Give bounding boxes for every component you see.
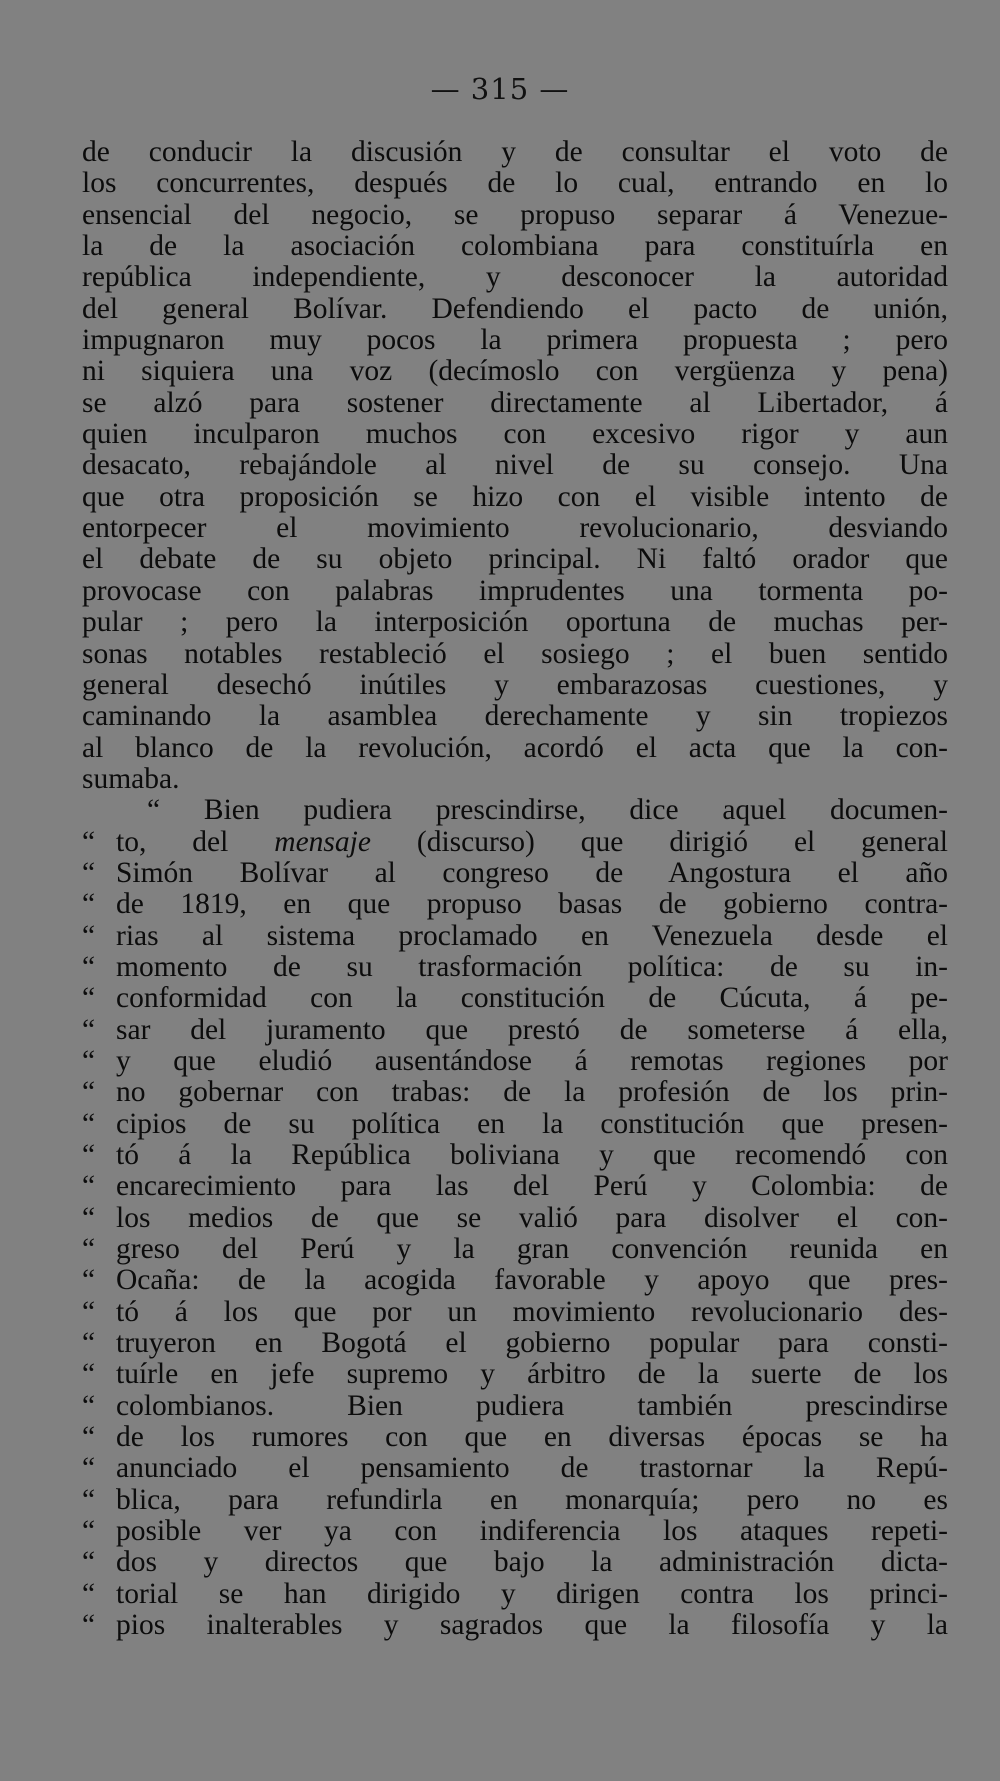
quote-mark: “ [82, 1201, 96, 1234]
quote-mark: “ [82, 1233, 96, 1266]
quote-line-text: encarecimiento para las del Perú y Colombia: de [116, 1170, 948, 1203]
quote-line-text: Ocaña: de la acogida favorable y apoyo que pres- [116, 1264, 948, 1297]
quote-line-text: rias al sistema proclamado en Venezuela desde el [116, 919, 948, 952]
text-line: los concurrentes, después de lo cual, entrando en lo [82, 167, 948, 200]
text-line: sonas notables restableció el sosiego ; el buen sentido [82, 637, 948, 670]
quote-mark: “ [82, 1107, 96, 1140]
quote-line-text: Simón Bolívar al congreso de Angostura el año [116, 856, 948, 889]
text-line: ensencial del negocio, se propuso separar á Venezue- [82, 198, 948, 231]
quote-line [82, 1547, 948, 1578]
quote-line-text: pios inalterables y sagrados que la filosofía y la [116, 1609, 948, 1642]
quote-mark: “ [82, 1577, 96, 1610]
quote-line-text: dos y directos que bajo la administración dicta- [116, 1546, 948, 1579]
quote-line-text: colombianos. Bien pudiera también prescindirse [116, 1389, 948, 1422]
quote-line [82, 1234, 948, 1265]
quote-line [82, 1171, 948, 1202]
quote-lines [82, 827, 948, 1642]
quote-line-text: sar del juramento que prestó de someterse á ella, [116, 1013, 948, 1046]
quote-line-text: momento de su trasformación política: de su in- [116, 950, 948, 983]
quote-line [82, 1297, 948, 1328]
quote-mark: “ [82, 1139, 96, 1171]
quote-line-text: y que eludió ausentándose á remotas regiones por [116, 1044, 948, 1077]
quote-line [82, 1359, 948, 1390]
quote-mark: “ [82, 1264, 96, 1297]
text-line: al blanco de la revolución, acordó el acta que la con- [82, 731, 948, 764]
quote-mark: “ [82, 1076, 96, 1109]
quote-line-text: de los rumores con que en diversas épocas se ha [116, 1421, 948, 1454]
quote-mark: “ [82, 1609, 96, 1642]
quote-line [82, 1015, 948, 1046]
quote-mark: “ [82, 1013, 96, 1046]
quote-mark: “ [82, 1044, 96, 1077]
quote-line [82, 1077, 948, 1108]
text-line: entorpecer el movimiento revolucionario, desviando [82, 512, 948, 545]
quote-line-text: truyeron en Bogotá el gobierno popular para consti- [116, 1327, 948, 1360]
text-line: provocase con palabras imprudentes una tormenta po- [82, 574, 948, 607]
quote-line [82, 1265, 948, 1296]
quote-line [82, 1516, 948, 1547]
quote-mark: “ [82, 856, 96, 889]
quote-line-text: posible ver ya con indiferencia los ataques repeti- [116, 1515, 948, 1548]
quote-line-text: blica, para refundirla en monarquía; pero no es [116, 1483, 948, 1516]
quote-mark: “ [82, 825, 96, 858]
quote-mark: “ [82, 888, 96, 921]
quote-mark: “ [82, 1327, 96, 1360]
text-line: general desechó inútiles y embarazosas cuestiones, y [82, 668, 948, 701]
text-line: que otra proposición se hizo con el visible intento de [82, 480, 948, 513]
text-line: caminando la asamblea derechamente y sin tropiezos [82, 700, 948, 733]
text-line: república independiente, y desconocer la autoridad [82, 261, 948, 294]
quote-line-text: de 1819, en que propuso basas de gobierno contra- [116, 888, 948, 921]
quote-line [82, 1485, 948, 1516]
quote-mark: “ [82, 1295, 96, 1328]
quote-mark: “ [82, 950, 96, 983]
text-line: se alzó para sostener directamente al Libertador, á [82, 386, 948, 419]
quote-line-text: anunciado el pensamiento de trastornar la Repú- [116, 1452, 948, 1485]
quote-line [82, 827, 948, 858]
quote-line [82, 1610, 948, 1641]
quote-mark: “ [82, 1515, 96, 1548]
quote-line [82, 1046, 948, 1077]
quote-line [82, 889, 948, 920]
quote-mark: “ [82, 1358, 96, 1391]
quote-line-text: conformidad con la constitución de Cúcuta, á pe- [116, 982, 948, 1015]
quote-mark: “ [82, 919, 96, 952]
quote-line-text: tó á la República boliviana y que recomendó con [116, 1139, 948, 1171]
text-line: el debate de su objeto principal. Ni faltó orador que [82, 543, 948, 576]
text-line: del general Bolívar. Defendiendo el pacto de unión, [82, 292, 948, 325]
quote-mark: “ [82, 1389, 96, 1422]
text-line: impugnaron muy pocos la primera propuesta ; pero [82, 324, 948, 357]
quote-line [82, 1328, 948, 1359]
quote-line [82, 921, 948, 952]
text-line: pular ; pero la interposición oportuna de muchas per- [82, 606, 948, 639]
italic-word: mensaje [274, 825, 371, 858]
quote-first-line: “ Bien pudiera prescindirse, dice aquel documen- [147, 794, 948, 827]
quote-line-text: tó á los que por un movimiento revolucionario des- [116, 1295, 948, 1328]
quote-line-text: greso del Perú y la gran convención reunida en [116, 1233, 948, 1266]
quote-line-text: to, del mensaje (discurso) que dirigió el general [116, 825, 948, 858]
quote-line [82, 1109, 948, 1140]
quote-line [82, 1453, 948, 1484]
quote-mark: “ [82, 1546, 96, 1579]
quote-mark: “ [82, 1421, 96, 1454]
quote-line-text: cipios de su política en la constitución que presen- [116, 1107, 948, 1140]
text-line: la de la asociación colombiana para constituírla en [82, 230, 948, 263]
page-number: — 315 — [430, 72, 570, 106]
quote-line [82, 1391, 948, 1422]
paragraph-narrative [82, 137, 948, 795]
text-line: de conducir la discusión y de consultar el voto de [82, 136, 948, 168]
quote-line [82, 1579, 948, 1610]
quote-line [82, 952, 948, 983]
quote-line [82, 1203, 948, 1234]
text-line: quien inculparon muchos con excesivo rigor y aun [82, 418, 948, 451]
quote-line-text: los medios de que se valió para disolver el con- [116, 1201, 948, 1234]
paragraph-quotation [82, 795, 948, 1641]
quote-line [82, 1140, 948, 1171]
quote-mark: “ [82, 982, 96, 1015]
text-line: sumaba. [82, 762, 180, 795]
quote-line [82, 858, 948, 889]
quote-line-text: tuírle en jefe supremo y árbitro de la suerte de los [116, 1358, 948, 1391]
quote-mark: “ [82, 1483, 96, 1516]
quote-line [82, 1422, 948, 1453]
quote-line [82, 983, 948, 1014]
quote-line-text: no gobernar con trabas: de la profesión de los prin- [116, 1076, 948, 1109]
quote-line-text: torial se han dirigido y dirigen contra los princi- [116, 1577, 948, 1610]
quote-mark: “ [82, 1170, 96, 1203]
text-line: desacato, rebajándole al nivel de su consejo. Una [82, 449, 948, 482]
quote-mark: “ [82, 1452, 96, 1485]
body-text [82, 137, 948, 1642]
text-line: ni siquiera una voz (decímoslo con vergüenza y pena) [82, 355, 948, 388]
